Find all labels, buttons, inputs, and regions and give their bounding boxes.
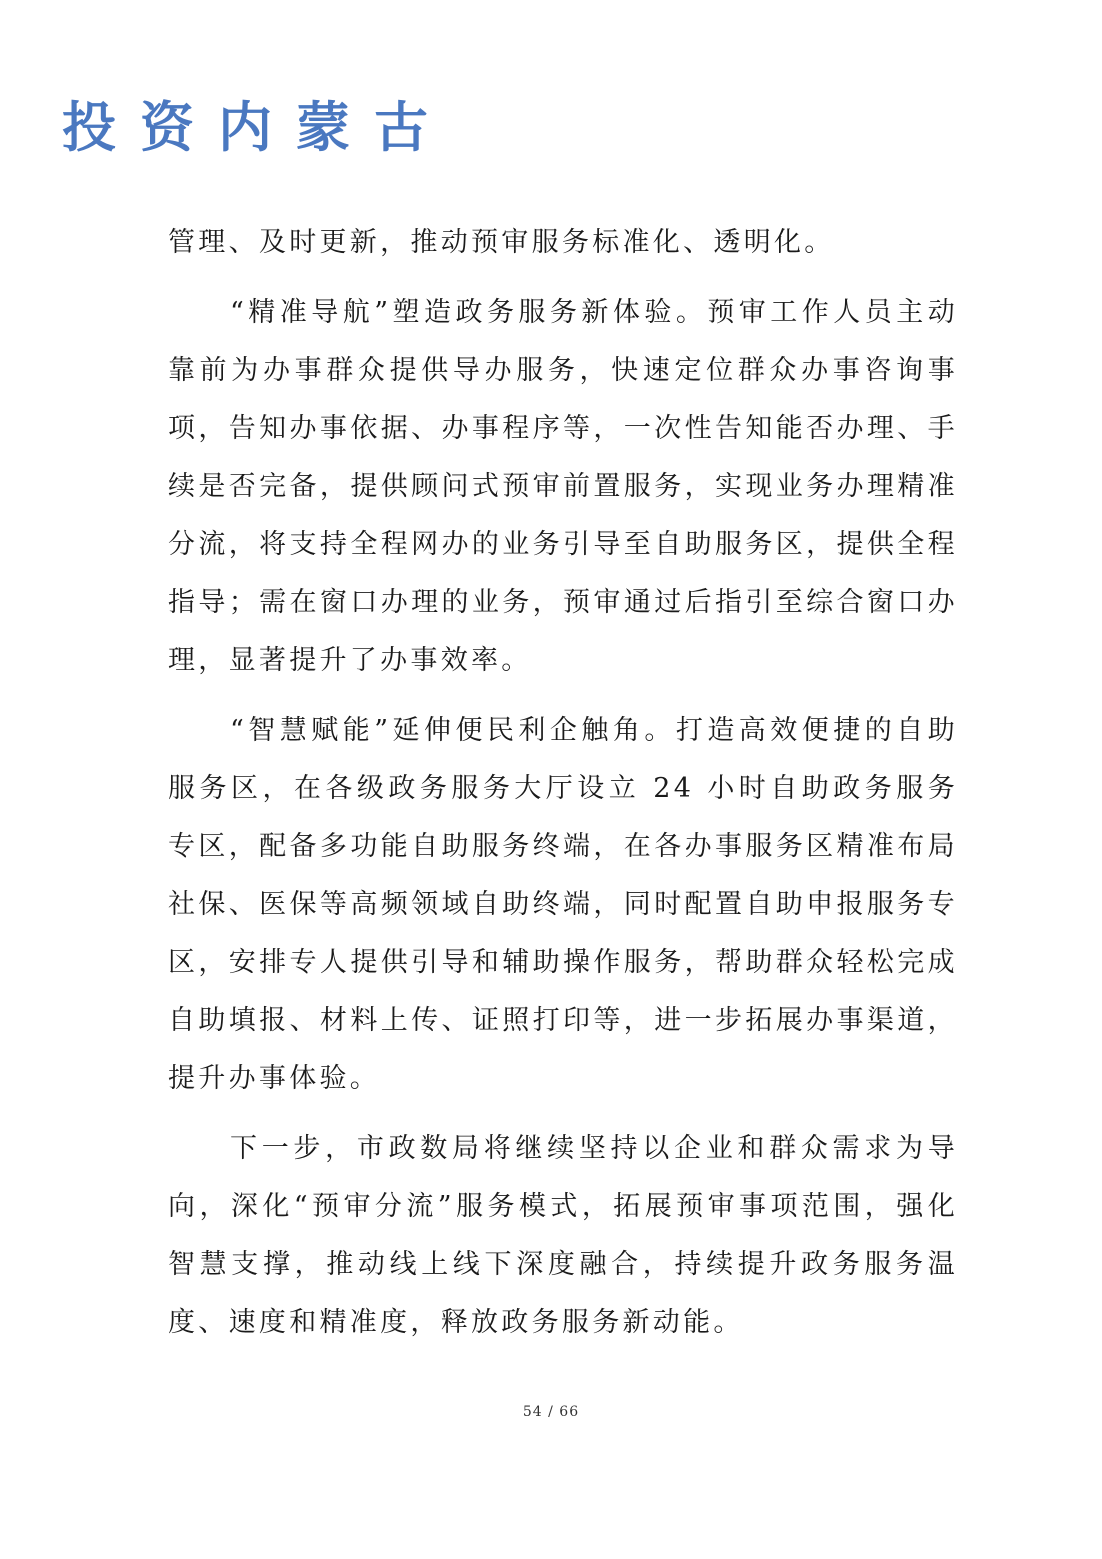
paragraph-precise-navigation: “精准导航”塑造政务服务新体验。预审工作人员主动靠前为办事群众提供导办服务，快速定位群众办事咨询事项，告知办事依据、办事程序等，一次性告知能否办理、手续是否完备，提供顾问式预审前置服务，实现业务办理精准分流，将支持全程网办的业务引导至自助服务区，提供全程指导；需在窗口办理的业务，预审通过后指引至综合窗口办理，显著提升了办事效率。 bbox=[168, 297, 958, 676]
paragraph-continuation: 管理、及时更新，推动预审服务标准化、透明化。 bbox=[168, 227, 835, 258]
paragraph-smart-empowerment: “智慧赋能”延伸便民利企触角。打造高效便捷的自助服务区，在各级政务服务大厅设立 24 小时自助政务服务专区，配备多功能自助服务终端，在各办事服务区精准布局社保、医保等高频领域自助终端，同时配置自助申报服务专区，安排专人提供引导和辅助操作服务，帮助群众轻松完成自助填报、材料上传、证照打印等，进一步拓展办事渠道，提升办事体验。 bbox=[168, 715, 958, 1094]
header-title: 投资内蒙古 bbox=[62, 95, 452, 159]
page-number: 54 / 66 bbox=[522, 1404, 580, 1420]
body-text bbox=[168, 214, 958, 1352]
paragraph-next-steps: 下一步，市政数局将继续坚持以企业和群众需求为导向，深化“预审分流”服务模式，拓展预审事项范围，强化智慧支撑，推动线上线下深度融合，持续提升政务服务温度、速度和精准度，释放政务服务新动能。 bbox=[168, 1133, 958, 1338]
